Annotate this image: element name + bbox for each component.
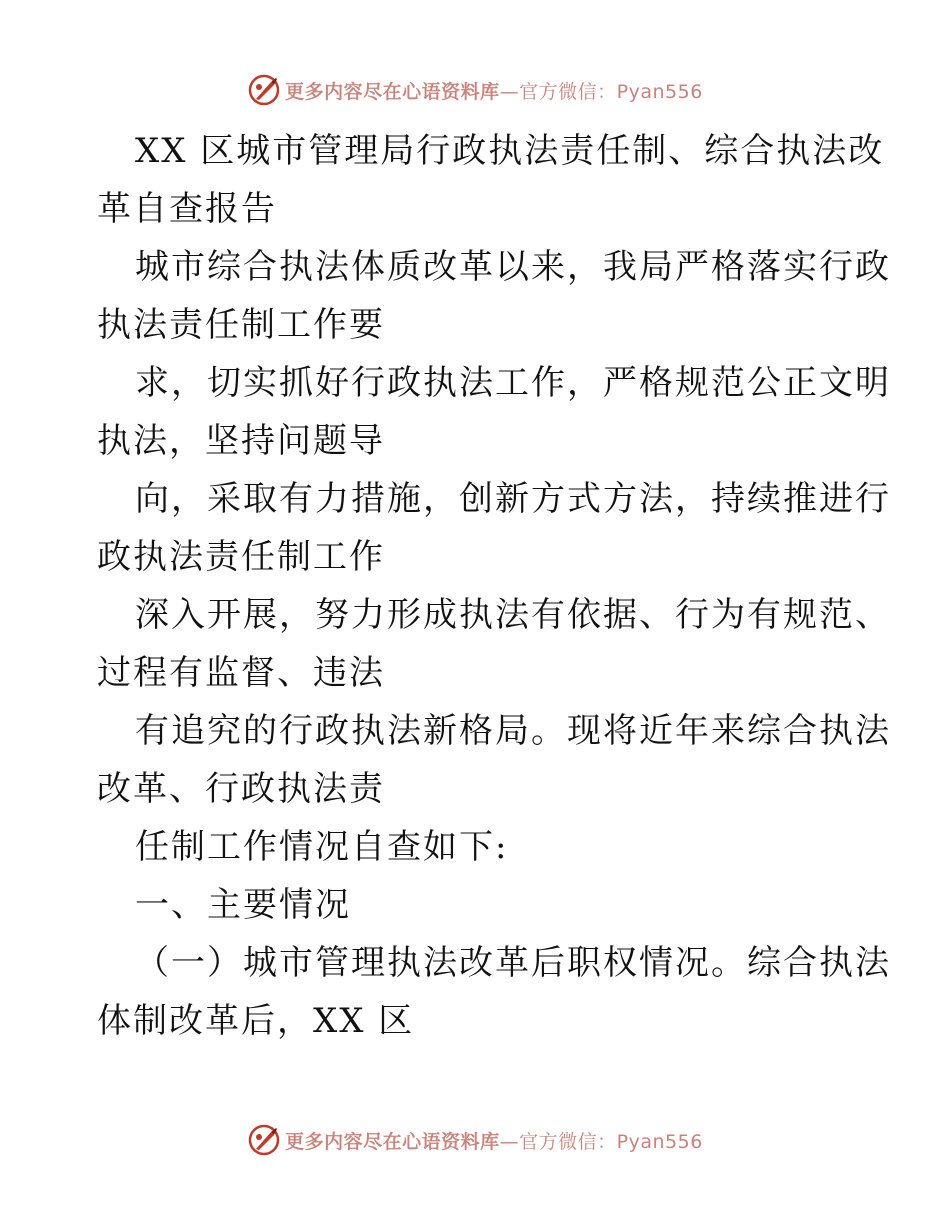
watermark-text <box>285 77 703 104</box>
document-line: 有追究的行政执法新格局。现将近年来综合执法 <box>135 711 891 751</box>
quill-pen-circle-icon <box>247 73 281 107</box>
document-line: 过程有监督、违法 <box>97 653 385 693</box>
watermark-contact: 官方微信：Pyan556 <box>519 1130 703 1153</box>
document-line: 革自查报告 <box>97 189 277 229</box>
watermark-text <box>285 1127 703 1154</box>
quill-pen-circle-icon <box>247 1123 281 1157</box>
document-line: XX 区城市管理局行政执法责任制、综合执法改 <box>135 131 885 171</box>
watermark-dash: — <box>499 80 520 103</box>
document-line: 执法责任制工作要 <box>97 305 385 345</box>
document-line: 体制改革后，XX 区 <box>97 1001 415 1041</box>
document-line: 深入开展，努力形成执法有依据、行为有规范、 <box>135 595 891 635</box>
watermark-main-text: 更多内容尽在心语资料库 <box>285 1130 500 1153</box>
document-line: 政执法责任制工作 <box>97 537 385 577</box>
watermark-header <box>0 70 950 110</box>
document-line: 任制工作情况自查如下: <box>135 827 509 867</box>
document-line: 向，采取有力措施，创新方式方法，持续推进行 <box>135 479 891 519</box>
watermark-footer <box>0 1120 950 1160</box>
watermark-contact: 官方微信：Pyan556 <box>519 80 703 103</box>
document-line: 一、主要情况 <box>135 885 351 925</box>
watermark-main-text: 更多内容尽在心语资料库 <box>285 80 500 103</box>
document-body <box>97 122 891 1050</box>
document-line: 城市综合执法体质改革以来，我局严格落实行政 <box>135 247 891 287</box>
watermark-dash: — <box>499 1130 520 1153</box>
document-line: 改革、行政执法责 <box>97 769 385 809</box>
document-line: 求，切实抓好行政执法工作，严格规范公正文明 <box>135 363 891 403</box>
document-line: （一）城市管理执法改革后职权情况。综合执法 <box>135 943 891 983</box>
document-line: 执法，坚持问题导 <box>97 421 385 461</box>
